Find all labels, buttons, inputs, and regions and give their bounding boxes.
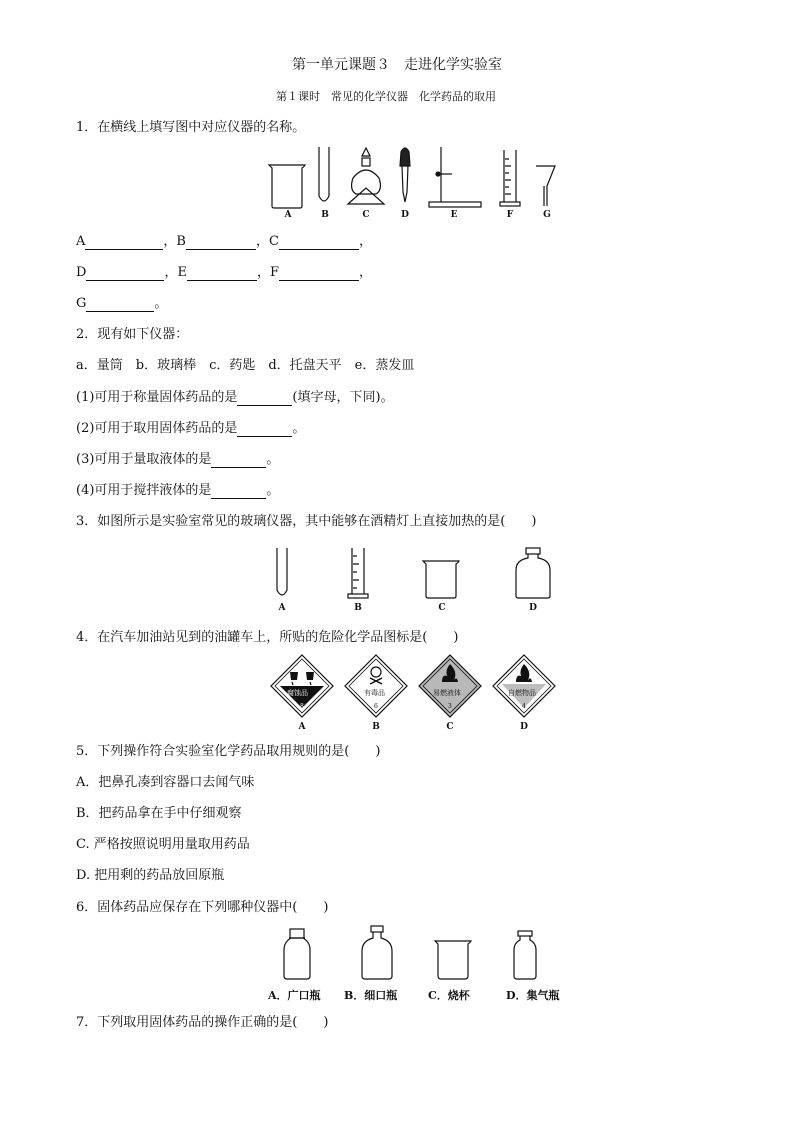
- q1-letter-e: E: [177, 265, 187, 280]
- q5-option-d: D. 把用剩的药品放回原瓶: [76, 868, 225, 883]
- q1-label-g: G: [543, 210, 551, 220]
- q1-blank-c[interactable]: [279, 236, 359, 250]
- q2-stem: 2．现有如下仪器：: [76, 327, 189, 342]
- q1-blank-b[interactable]: [186, 236, 256, 250]
- q1-label-b: B: [321, 210, 329, 220]
- q1-letter-g: G: [76, 296, 87, 311]
- q1-blank-e[interactable]: [187, 267, 257, 281]
- q1-answer-row-1: A ，B ，C ，: [76, 234, 372, 249]
- hazard-sign-a-number: 8: [300, 703, 304, 710]
- q2-blank-1[interactable]: [237, 392, 292, 406]
- hazard-sign-c-text: 易燃液体: [433, 689, 461, 697]
- q2-item-1: (1)可用于称量固体药品的是 (填字母，下同)。: [76, 390, 394, 405]
- hazard-sign-c-number: 3: [448, 703, 452, 710]
- q6-caption-d: D．集气瓶: [506, 989, 560, 1002]
- q1-letter-f: F: [269, 265, 279, 280]
- q1-label-d: D: [401, 210, 409, 220]
- q5-option-c: C. 严格按照说明用量取用药品: [76, 837, 250, 852]
- page-title: 第一单元课题３ 走进化学实验室: [292, 57, 502, 73]
- q2-item-3: (3)可用于量取液体的是 。: [76, 452, 280, 467]
- q1-answer-row-2: D ，E ，F ，: [76, 265, 373, 280]
- q6-caption-c: C．烧杯: [428, 989, 470, 1002]
- q5-option-a: A．把鼻孔凑到容器口去闻气味: [76, 775, 255, 790]
- q1-blank-g[interactable]: [86, 298, 154, 312]
- hazard-sign-b-number: 6: [374, 703, 378, 710]
- q1-label-a: A: [284, 210, 292, 220]
- q2-blank-3[interactable]: [211, 454, 266, 468]
- q1-letter-c: C: [268, 234, 279, 249]
- q5-stem: 5．下列操作符合实验室化学药品取用规则的是( ): [76, 744, 381, 759]
- q2-options: a．量筒 b．玻璃棒 c．药匙 d．托盘天平 e．蒸发皿: [76, 358, 415, 373]
- q1-blank-f[interactable]: [279, 267, 359, 281]
- q1-blank-d[interactable]: [86, 267, 164, 281]
- q1-letter-b: B: [176, 234, 186, 249]
- q2-blank-2[interactable]: [237, 423, 292, 437]
- page-subtitle: 第１课时 常见的化学仪器 化学药品的取用: [276, 90, 496, 103]
- hazard-sign-d-text: 自燃物品: [508, 689, 536, 697]
- q3-stem: 3．如图所示是实验室常见的玻璃仪器，其中能够在酒精灯上直接加热的是( ): [76, 514, 537, 529]
- q3-label-d: D: [529, 603, 537, 613]
- q1-instruments-figure: [264, 144, 564, 214]
- q1-label-c: C: [362, 210, 370, 220]
- q6-containers-figure: [280, 924, 560, 982]
- q1-answer-row-3: G 。: [76, 296, 168, 311]
- q4-label-a: A: [298, 722, 306, 732]
- q3-label-b: B: [354, 603, 362, 613]
- hazard-sign-d-number: 4: [522, 703, 526, 710]
- q6-caption-a: A．广口瓶: [268, 989, 321, 1002]
- q6-stem: 6．固体药品应保存在下列哪种仪器中( ): [76, 900, 329, 915]
- hazard-sign-a-text: 腐蚀品: [287, 689, 308, 697]
- q4-label-b: B: [372, 722, 380, 732]
- q4-label-c: C: [446, 722, 454, 732]
- q4-stem: 4．在汽车加油站见到的油罐车上，所贴的危险化学品图标是( ): [76, 630, 459, 645]
- q2-item-2: (2)可用于取用固体药品的是 。: [76, 421, 306, 436]
- hazard-sign-b-text: 有毒品: [364, 689, 385, 697]
- q3-label-a: A: [278, 603, 286, 613]
- q1-letter-d: D: [76, 265, 87, 280]
- q1-label-e: E: [450, 210, 458, 220]
- q2-blank-4[interactable]: [211, 485, 266, 499]
- q1-stem: 1．在横线上填写图中对应仪器的名称。: [76, 120, 306, 135]
- q6-caption-b: B．细口瓶: [344, 989, 398, 1002]
- q3-label-c: C: [438, 603, 446, 613]
- q1-label-f: F: [506, 210, 514, 220]
- q3-glassware-figure: [260, 544, 560, 604]
- q7-stem: 7．下列取用固体药品的操作正确的是( ): [76, 1015, 329, 1030]
- q5-option-b: B．把药品拿在手中仔细观察: [76, 806, 242, 821]
- q1-letter-a: A: [76, 234, 86, 249]
- q4-label-d: D: [520, 722, 528, 732]
- q1-blank-a[interactable]: [85, 236, 163, 250]
- q2-item-4: (4)可用于搅拌液体的是 。: [76, 483, 280, 498]
